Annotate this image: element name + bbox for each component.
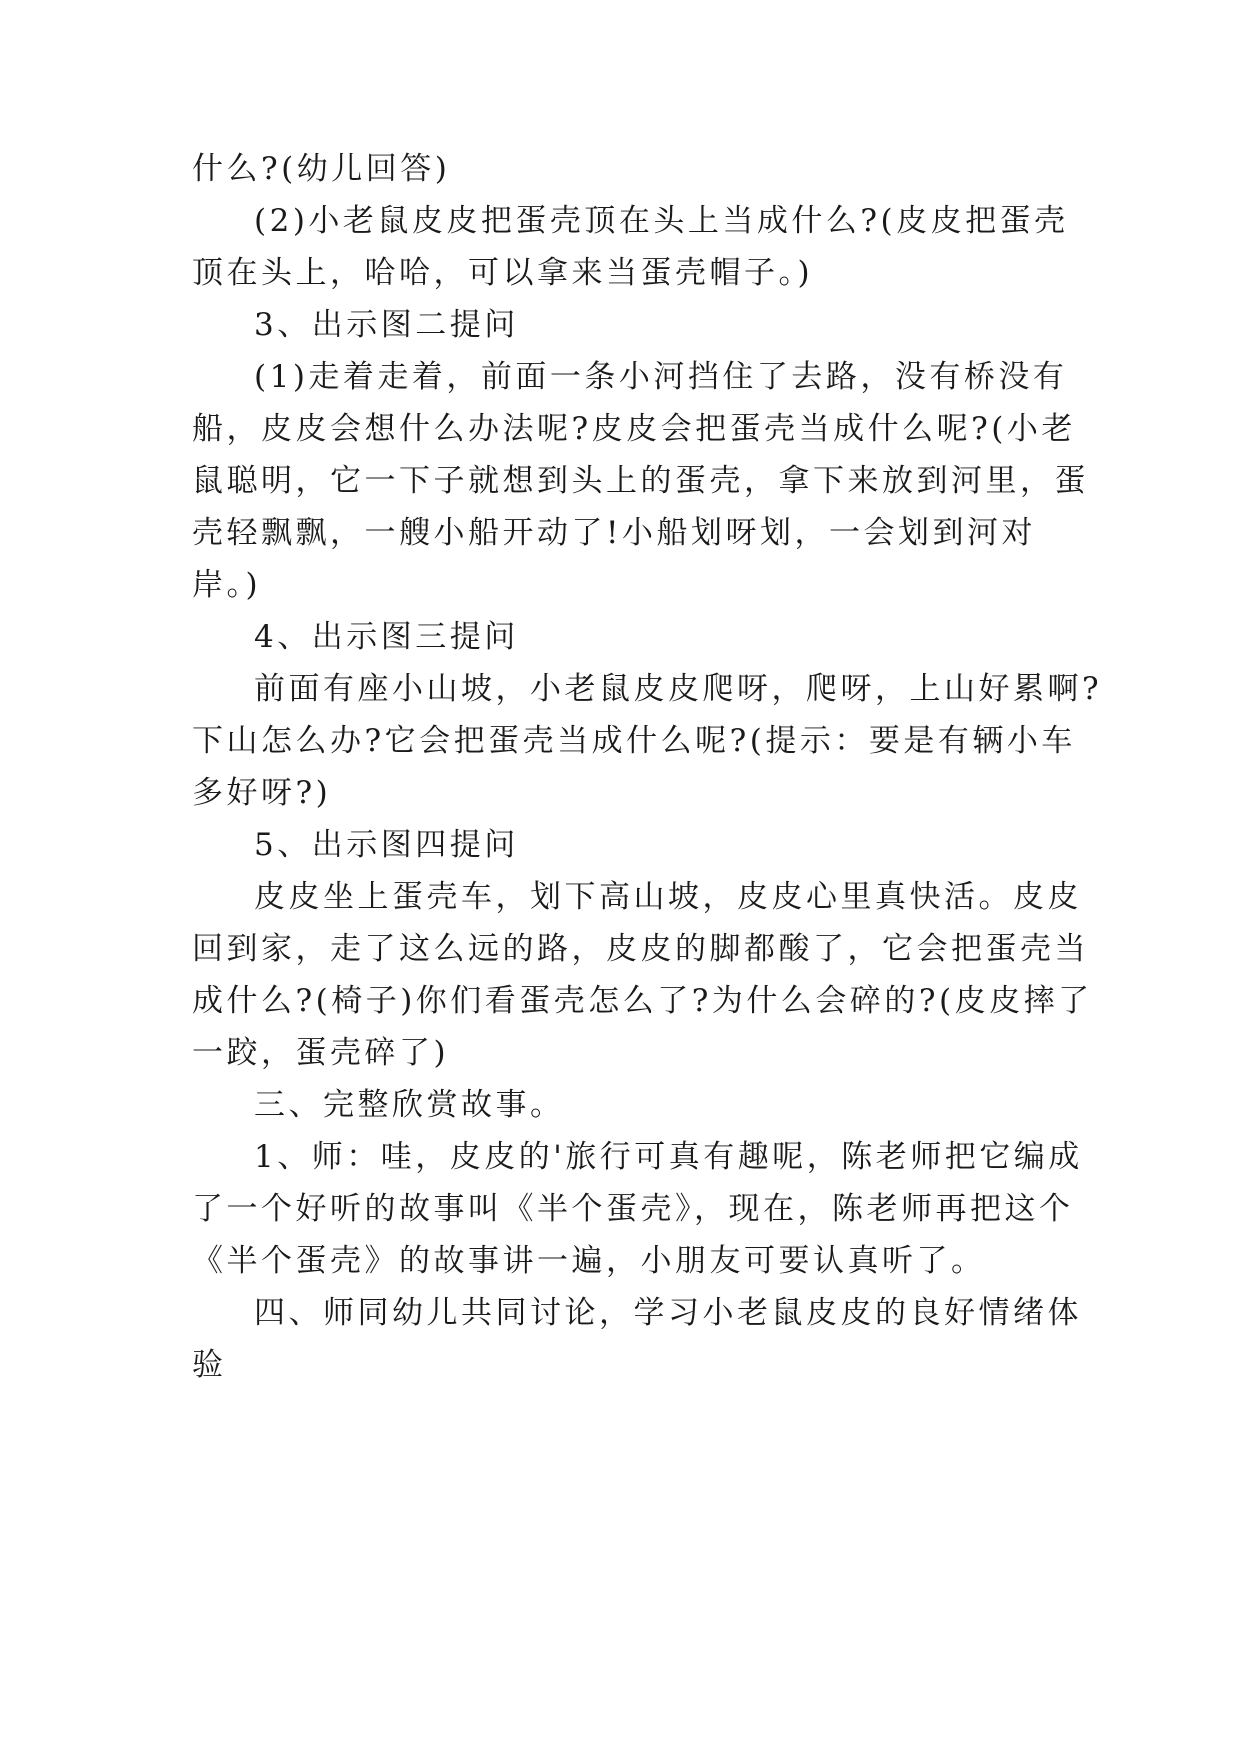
text-line-9: 岸。) (192, 567, 262, 603)
text-line-5: (1)走着走着，前面一条小河挡住了去路，没有桥没有 (254, 359, 1068, 395)
section-heading-four: 四、师同幼儿共同讨论，学习小老鼠皮皮的良好情绪体 (254, 1295, 1082, 1331)
text-line-3: 顶在头上，哈哈，可以拿来当蛋壳帽子。) (192, 255, 814, 291)
text-line-15: 皮皮坐上蛋壳车，划下高山坡，皮皮心里真快活。皮皮 (254, 879, 1082, 915)
text-line-12: 下山怎么办?它会把蛋壳当成什么呢?(提示：要是有辆小车 (192, 723, 1076, 759)
text-line-21: 了一个好听的故事叫《半个蛋壳》，现在，陈老师再把这个 (192, 1191, 1074, 1227)
text-line-20: 1、师：哇，皮皮的'旅行可真有趣呢，陈老师把它编成 (254, 1139, 1083, 1175)
text-line-13: 多好呀?) (192, 775, 332, 811)
text-line-8: 壳轻飘飘，一艘小船开动了!小船划呀划，一会划到河对 (192, 515, 1036, 551)
text-line-22: 《半个蛋壳》的故事讲一遍，小朋友可要认真听了。 (192, 1243, 986, 1279)
text-line-11: 前面有座小山坡，小老鼠皮皮爬呀，爬呀，上山好累啊? (254, 671, 1103, 707)
section-heading-5: 5、出示图四提问 (254, 827, 519, 863)
section-heading-three: 三、完整欣赏故事。 (254, 1087, 565, 1123)
text-line-18: 一跤，蛋壳碎了) (192, 1035, 450, 1071)
text-line-24: 验 (192, 1347, 227, 1383)
text-line-16: 回到家，走了这么远的路，皮皮的脚都酸了，它会把蛋壳当 (192, 931, 1089, 967)
text-line-7: 鼠聪明，它一下子就想到头上的蛋壳，拿下来放到河里，蛋 (192, 463, 1089, 499)
section-heading-3: 3、出示图二提问 (254, 307, 519, 343)
text-line-6: 船，皮皮会想什么办法呢?皮皮会把蛋壳当成什么呢?(小老 (192, 411, 1076, 447)
text-line-17: 成什么?(椅子)你们看蛋壳怎么了?为什么会碎的?(皮皮摔了 (192, 983, 1093, 1019)
text-line-2: (2)小老鼠皮皮把蛋壳顶在头上当成什么?(皮皮把蛋壳 (254, 203, 1069, 239)
section-heading-4: 4、出示图三提问 (254, 619, 519, 655)
text-line-1: 什么?(幼儿回答) (192, 151, 451, 187)
